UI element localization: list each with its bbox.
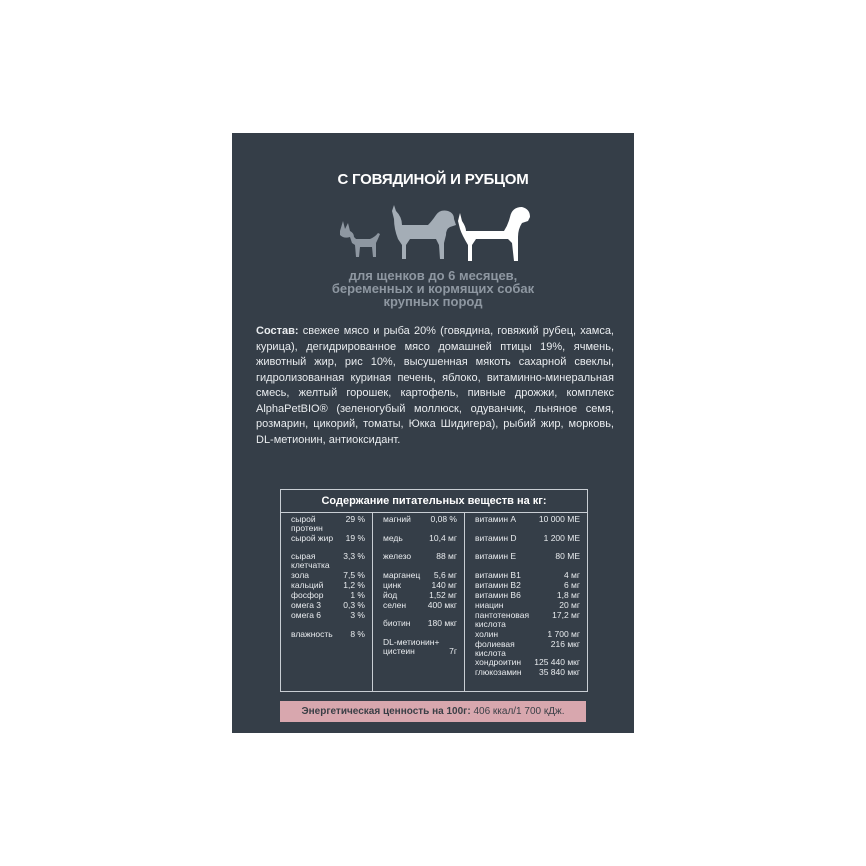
- composition-body: свежее мясо и рыба 20% (говядина, говяжий рубец, хамса, курица), дегидрированное мясо домашней птицы 19%, ячмень, животный жир, рис 10%, высушенная мякоть сахарной свеклы, гидролизованная куриная печень, яблоко, витаминно-минеральная смесь, желтый горошек, картофель, пивные дрожжи, комплекс AlphaPetBIO® (зеленогубый моллюск, одуванчик, льняное семя, розмарин, цикорий, томаты, Юкка Шидигера), рыбий жир, морковь, DL-метионин, антиоксидант.: [256, 325, 614, 446]
- nutrient-name: магний: [383, 514, 411, 524]
- nutrients-column-macros: [281, 513, 373, 691]
- nutrient-name: омега 6: [291, 610, 322, 620]
- nutrient-value: 10,4 мг: [429, 533, 457, 543]
- nutrient-value: 10 000 МЕ: [538, 514, 580, 524]
- nutrient-value: 8 %: [350, 629, 365, 639]
- nutrient-value: 1 %: [350, 590, 365, 600]
- nutrient-name: кальций: [291, 580, 324, 590]
- composition-label: Состав:: [256, 325, 299, 337]
- nutrient-value: 29 %: [345, 514, 365, 524]
- nutrient-value: 7г: [449, 646, 457, 656]
- nutrient-name: биотин: [383, 618, 411, 628]
- nutrient-value: 80 МЕ: [555, 551, 580, 561]
- nutrient-name: холин: [475, 629, 499, 639]
- nutrient-name: витамин B2: [475, 580, 521, 590]
- nutrients-column-vitamins: [465, 513, 587, 691]
- nutrient-name: железо: [383, 551, 412, 561]
- nutrient-name: влажность: [291, 629, 333, 639]
- dog-sizes-illustration: [332, 199, 532, 261]
- nutrient-value: 0,08 %: [430, 514, 457, 524]
- nutrient-value: 17,2 мг: [552, 610, 580, 620]
- nutrient-value: 7,5 %: [343, 570, 365, 580]
- nutrients-column-minerals: [373, 513, 465, 691]
- nutrient-value: 3 %: [350, 610, 365, 620]
- nutrient-value: 125 440 мкг: [534, 657, 580, 667]
- nutrient-value: 216 мкг: [550, 639, 580, 649]
- subtitle-line: крупных пород: [383, 294, 483, 309]
- product-label-panel: [232, 133, 634, 733]
- nutrient-name: витамин D: [475, 533, 517, 543]
- composition-text: [256, 324, 614, 448]
- nutrient-name: пантотеновая кислота: [475, 610, 530, 629]
- nutrient-value: 1,52 мг: [429, 590, 457, 600]
- medium-dog-icon: [392, 205, 456, 259]
- nutrient-value: 1,2 %: [343, 580, 365, 590]
- energy-value-band: [280, 701, 586, 722]
- nutrient-value: 1 200 МЕ: [543, 533, 580, 543]
- nutrient-value: 5,6 мг: [433, 570, 457, 580]
- nutrient-name: цинк: [383, 580, 402, 590]
- nutrients-table: [280, 489, 588, 692]
- nutrient-value: 400 мкг: [427, 600, 457, 610]
- nutrient-name: зола: [291, 570, 310, 580]
- small-dog-icon: [340, 221, 380, 257]
- nutrient-value: 140 мг: [431, 580, 457, 590]
- nutrient-name: марганец: [383, 570, 421, 580]
- nutrient-name: йод: [383, 590, 398, 600]
- nutrient-value: 1 700 мг: [547, 629, 580, 639]
- nutrient-name: омега 3: [291, 600, 322, 610]
- nutrients-heading: Содержание питательных веществ на кг:: [281, 490, 587, 513]
- nutrient-name: DL-метионин+ цистеин: [383, 637, 440, 656]
- subtitle-line: беременных и кормящих собак: [331, 281, 535, 296]
- nutrient-name: ниацин: [475, 600, 504, 610]
- nutrient-value: 20 мг: [559, 600, 580, 610]
- nutrient-name: витамин A: [475, 514, 517, 524]
- large-dog-icon: [458, 207, 530, 261]
- nutrient-value: 4 мг: [563, 570, 580, 580]
- target-audience-text: [232, 269, 634, 308]
- nutrient-name: сырой протеин: [291, 514, 323, 533]
- nutrient-name: витамин B6: [475, 590, 521, 600]
- nutrient-value: 0,3 %: [343, 600, 365, 610]
- nutrient-name: витамин E: [475, 551, 517, 561]
- nutrient-name: витамин B1: [475, 570, 521, 580]
- nutrient-name: хондроитин: [475, 657, 522, 667]
- nutrient-name: глюкозамин: [475, 667, 522, 677]
- nutrient-value: 6 мг: [563, 580, 580, 590]
- nutrient-name: фолиевая кислота: [475, 639, 515, 658]
- nutrient-name: сырая клетчатка: [291, 551, 330, 570]
- product-title: С ГОВЯДИНОЙ И РУБЦОМ: [337, 171, 529, 188]
- nutrient-value: 1,8 мг: [556, 590, 580, 600]
- nutrient-value: 19 %: [345, 533, 365, 543]
- nutrient-name: фосфор: [291, 590, 324, 600]
- nutrient-name: сырой жир: [291, 533, 334, 543]
- energy-value: 406 ккал/1 700 кДж.: [470, 706, 565, 717]
- energy-label: Энергетическая ценность на 100г:: [301, 706, 471, 717]
- nutrient-name: медь: [383, 533, 403, 543]
- nutrient-value: 3,3 %: [343, 551, 365, 561]
- nutrient-name: селен: [383, 600, 407, 610]
- nutrient-value: 180 мкг: [427, 618, 457, 628]
- subtitle-line: для щенков до 6 месяцев,: [348, 268, 518, 283]
- nutrient-value: 88 мг: [436, 551, 457, 561]
- nutrient-value: 35 840 мкг: [538, 667, 580, 677]
